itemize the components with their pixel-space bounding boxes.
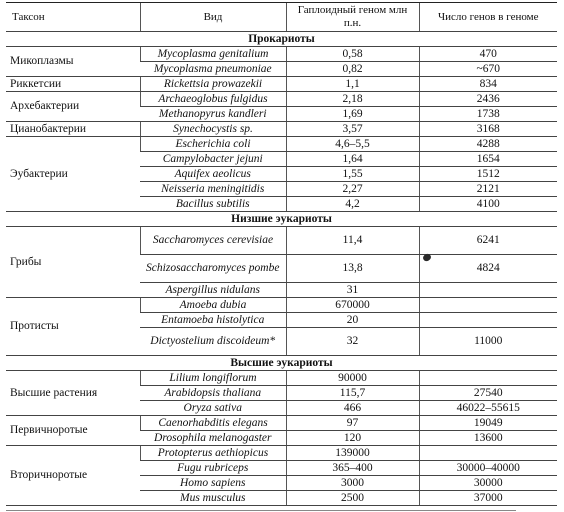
genome-cell: 2500	[286, 491, 419, 506]
genome-cell: 11,4	[286, 227, 419, 255]
genome-cell: 1,69	[286, 107, 419, 122]
taxon-cell: Эубактерии	[6, 137, 140, 212]
species-cell: Mus musculus	[140, 491, 286, 506]
species-cell: Saccharomyces cerevisiae	[140, 227, 286, 255]
header-taxon: Таксон	[6, 3, 140, 32]
genes-cell: 834	[419, 77, 557, 92]
taxon-cell: Протисты	[6, 298, 140, 356]
genome-cell: 3000	[286, 476, 419, 491]
species-cell: Rickettsia prowazekii	[140, 77, 286, 92]
genes-cell: 1738	[419, 107, 557, 122]
genome-size-table	[6, 3, 557, 506]
genes-cell: 19049	[419, 416, 557, 431]
genes-cell: 4100	[419, 197, 557, 212]
genes-cell: ~670	[419, 62, 557, 77]
genome-cell: 97	[286, 416, 419, 431]
taxon-cell: Высшие растения	[6, 371, 140, 416]
header-genome: Гаплоидный геном млн п.н.	[286, 3, 419, 32]
genome-cell: 1,1	[286, 77, 419, 92]
genes-cell	[419, 283, 557, 298]
genes-cell: 3168	[419, 122, 557, 137]
table-row	[6, 446, 557, 461]
table-row	[6, 227, 557, 255]
section-higher-eukaryotes: Высшие эукариоты	[6, 356, 557, 371]
table-row	[6, 77, 557, 92]
genes-cell: 1512	[419, 167, 557, 182]
genome-cell: 2,27	[286, 182, 419, 197]
genome-cell: 20	[286, 313, 419, 328]
genes-cell: 30000–40000	[419, 461, 557, 476]
genome-cell: 0,58	[286, 47, 419, 62]
page-bottom-rule	[6, 510, 516, 511]
species-cell: Aspergillus nidulans	[140, 283, 286, 298]
species-cell: Entamoeba histolytica	[140, 313, 286, 328]
genes-cell	[419, 446, 557, 461]
species-cell: Homo sapiens	[140, 476, 286, 491]
genome-cell: 365–400	[286, 461, 419, 476]
species-cell: Oryza sativa	[140, 401, 286, 416]
genes-cell: 6241	[419, 227, 557, 255]
genes-cell: 470	[419, 47, 557, 62]
taxon-cell: Архебактерии	[6, 92, 140, 122]
table-row	[6, 92, 557, 107]
species-cell: Caenorhabditis elegans	[140, 416, 286, 431]
section-lower-eukaryotes: Низшие эукариоты	[6, 212, 557, 227]
table-row	[6, 137, 557, 152]
genome-cell: 466	[286, 401, 419, 416]
species-cell: Neisseria meningitidis	[140, 182, 286, 197]
taxon-cell: Микоплазмы	[6, 47, 140, 77]
genome-cell: 2,18	[286, 92, 419, 107]
species-cell: Archaeoglobus fulgidus	[140, 92, 286, 107]
species-cell: Amoeba dubia	[140, 298, 286, 313]
species-cell: Aquifex aeolicus	[140, 167, 286, 182]
taxon-cell: Грибы	[6, 227, 140, 298]
table-row	[6, 47, 557, 62]
genome-cell: 4,6–5,5	[286, 137, 419, 152]
genome-cell: 31	[286, 283, 419, 298]
taxon-cell: Вторичноротые	[6, 446, 140, 506]
genes-cell: 4288	[419, 137, 557, 152]
table-row	[6, 122, 557, 137]
species-cell: Fugu rubriceps	[140, 461, 286, 476]
species-cell: Synechocystis sp.	[140, 122, 286, 137]
genes-cell: 2121	[419, 182, 557, 197]
genome-cell: 1,64	[286, 152, 419, 167]
genes-cell	[419, 313, 557, 328]
genes-cell	[419, 371, 557, 386]
section-row	[6, 32, 557, 47]
species-cell: Drosophila melanogaster	[140, 431, 286, 446]
species-cell: Lilium longiflorum	[140, 371, 286, 386]
genes-cell: 37000	[419, 491, 557, 506]
species-cell: Protopterus aethiopicus	[140, 446, 286, 461]
taxon-cell: Риккетсии	[6, 77, 140, 92]
genome-cell: 13,8	[286, 255, 419, 283]
genome-cell: 32	[286, 328, 419, 356]
section-prokaryotes: Прокариоты	[6, 32, 557, 47]
species-cell: Arabidopsis thaliana	[140, 386, 286, 401]
table-row	[6, 298, 557, 313]
section-row	[6, 212, 557, 227]
table-row	[6, 416, 557, 431]
table-row	[6, 371, 557, 386]
genome-cell: 1,55	[286, 167, 419, 182]
species-cell: Mycoplasma genitalium	[140, 47, 286, 62]
species-cell: Dictyostelium discoideum*	[140, 328, 286, 356]
genes-cell: 46022–55615	[419, 401, 557, 416]
genes-cell: 27540	[419, 386, 557, 401]
genes-cell: 13600	[419, 431, 557, 446]
taxon-cell: Цианобактерии	[6, 122, 140, 137]
genes-cell: 11000	[419, 328, 557, 356]
header-genes: Число генов в геноме	[419, 3, 557, 32]
section-row	[6, 356, 557, 371]
species-cell: Escherichia coli	[140, 137, 286, 152]
species-cell: Methanopyrus kandleri	[140, 107, 286, 122]
header-row	[6, 3, 557, 32]
genome-cell: 0,82	[286, 62, 419, 77]
genome-cell: 4,2	[286, 197, 419, 212]
genome-cell: 90000	[286, 371, 419, 386]
species-cell: Campylobacter jejuni	[140, 152, 286, 167]
species-cell: Schizosaccharomyces pombe	[140, 255, 286, 283]
genome-cell: 139000	[286, 446, 419, 461]
genes-cell: 1654	[419, 152, 557, 167]
species-cell: Bacillus subtilis	[140, 197, 286, 212]
species-cell: Mycoplasma pneumoniae	[140, 62, 286, 77]
genes-cell: 4824	[419, 255, 557, 283]
genes-cell	[419, 298, 557, 313]
genome-cell: 120	[286, 431, 419, 446]
header-species: Вид	[140, 3, 286, 32]
genes-cell: 2436	[419, 92, 557, 107]
genome-cell: 115,7	[286, 386, 419, 401]
genes-cell: 30000	[419, 476, 557, 491]
taxon-cell: Первичноротые	[6, 416, 140, 446]
genome-cell: 3,57	[286, 122, 419, 137]
genome-cell: 670000	[286, 298, 419, 313]
